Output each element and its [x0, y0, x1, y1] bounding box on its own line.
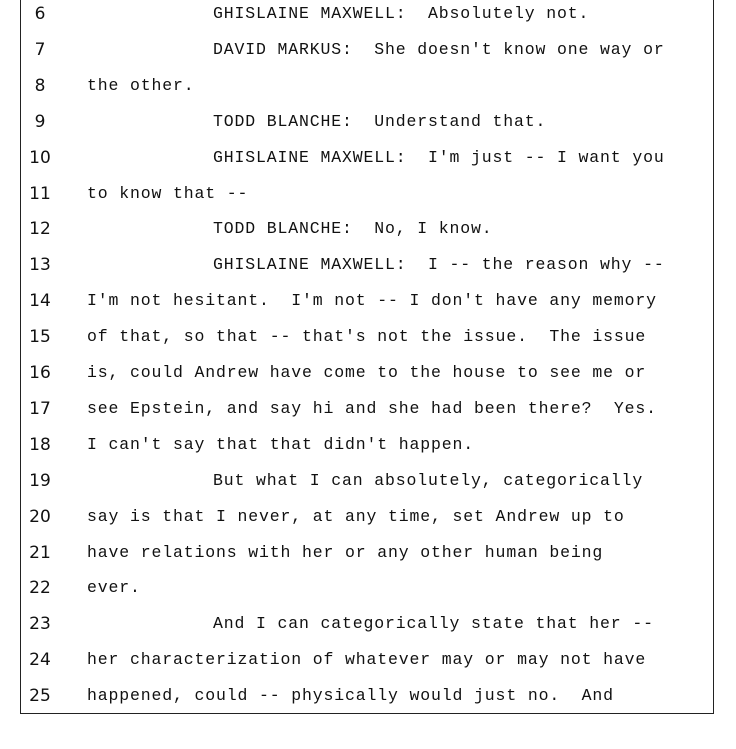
transcript-line: [0, 291, 736, 327]
line-number: 16: [29, 363, 51, 383]
transcript-line: [0, 578, 736, 614]
line-text: happened, could -- physically would just no. And: [87, 686, 614, 706]
line-text: I can't say that that didn't happen.: [87, 434, 475, 454]
line-text: But what I can absolutely, categorically: [213, 470, 644, 490]
line-text: TODD BLANCHE: Understand that.: [213, 111, 547, 131]
line-number: 21: [29, 542, 51, 563]
line-number: 25: [29, 686, 51, 707]
line-number: 14: [29, 291, 51, 312]
line-number: 12: [29, 219, 51, 240]
line-text: GHISLAINE MAXWELL: I'm just -- I want you: [213, 147, 665, 167]
line-number: 18: [29, 434, 51, 455]
line-text: see Epstein, and say hi and she had been there? Yes.: [87, 398, 657, 418]
line-text: have relations with her or any other human being: [87, 542, 604, 562]
transcript-line: [0, 148, 736, 184]
line-number: 6: [34, 4, 46, 24]
line-text: I'm not hesitant. I'm not -- I don't have any memory: [87, 291, 657, 311]
line-text: of that, so that -- that's not the issue. The issue: [87, 327, 647, 347]
line-number: 13: [29, 255, 51, 276]
transcript-line: [0, 4, 736, 40]
line-number: 8: [34, 75, 46, 96]
transcript-line: [0, 650, 736, 686]
line-number: 10: [29, 147, 51, 168]
line-number: 9: [34, 111, 46, 132]
line-text: the other.: [87, 75, 195, 95]
line-number: 24: [29, 650, 51, 671]
transcript-line: [0, 184, 736, 220]
transcript-line: [0, 76, 736, 112]
line-number: 15: [29, 327, 51, 348]
line-text: GHISLAINE MAXWELL: I -- the reason why --: [213, 255, 665, 275]
transcript-line: [0, 686, 736, 722]
transcript-line: [0, 435, 736, 471]
line-number: 11: [29, 183, 51, 204]
transcript-line: [0, 543, 736, 579]
line-text: TODD BLANCHE: No, I know.: [213, 219, 493, 239]
line-number: 7: [34, 39, 46, 60]
transcript-line: [0, 363, 736, 399]
transcript-line: [0, 507, 736, 543]
line-text: GHISLAINE MAXWELL: Absolutely not.: [213, 4, 590, 23]
line-text: her characterization of whatever may or may not have: [87, 650, 647, 670]
line-number: 23: [29, 614, 51, 635]
line-text: ever.: [87, 578, 141, 598]
line-text: say is that I never, at any time, set Andrew up to: [87, 506, 625, 526]
transcript-line: [0, 614, 736, 650]
line-number: 19: [29, 470, 51, 491]
transcript-line: [0, 112, 736, 148]
line-text: is, could Andrew have come to the house to see me or: [87, 363, 647, 382]
transcript-line: [0, 471, 736, 507]
line-number: 17: [29, 398, 51, 419]
transcript-line: [0, 219, 736, 255]
line-text: to know that --: [87, 183, 249, 203]
transcript-line: [0, 399, 736, 435]
transcript-line: [0, 40, 736, 76]
transcript-line: [0, 255, 736, 291]
line-number: 22: [29, 578, 51, 599]
line-text: And I can categorically state that her --: [213, 614, 654, 634]
line-text: DAVID MARKUS: She doesn't know one way or: [213, 39, 665, 59]
line-number: 20: [29, 506, 51, 527]
transcript-line: [0, 327, 736, 363]
